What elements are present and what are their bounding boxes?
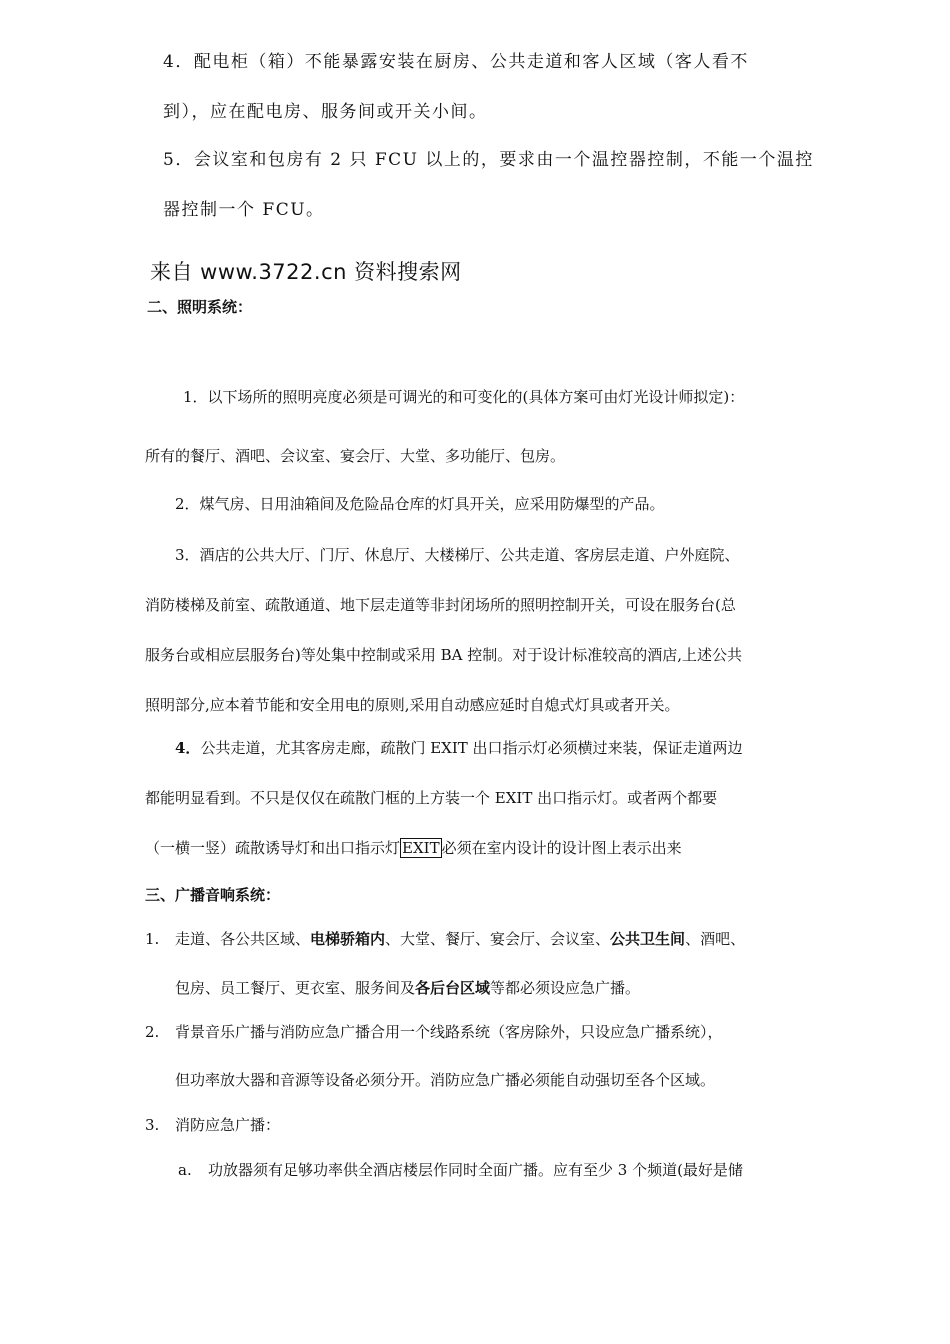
- broadcast-item1-number: 1.: [145, 930, 160, 948]
- lighting-p1-line1: 1．以下场所的照明亮度必须是可调光的和可变化的(具体方案可由灯光设计师拟定)：: [183, 388, 745, 406]
- lighting-p4-line1-text: 公共走道，尤其客房走廊，疏散门 EXIT 出口指示灯必须横过来装，保证走道两边: [200, 739, 743, 757]
- broadcast-item1-c: 、大堂、餐厅、宴会厅、会议室、: [385, 930, 611, 948]
- lighting-p4-line2: 都能明显看到。不只是仅仅在疏散门框的上方装一个 EXIT 出口指示灯。或者两个都要: [145, 789, 718, 807]
- watermark-text: 来自 www.3722.cn 资料搜索网: [150, 260, 462, 284]
- broadcast-item2-text: 背景音乐广播与消防应急广播合用一个线路系统（客房除外，只设应急广播系统），: [175, 1023, 723, 1041]
- lighting-p3-line4: 照明部分,应本着节能和安全用电的原则,采用自动感应延时自熄式灯具或者开关。: [145, 696, 680, 714]
- lighting-p4-line1: [175, 738, 743, 758]
- broadcast-heading: 三、广播音响系统：: [145, 886, 281, 904]
- broadcast-item1-l2-c: 等都必须设应急广播。: [490, 979, 641, 997]
- lighting-p4-line3-a: （一横一竖）疏散诱导灯和出口指示灯: [145, 839, 401, 857]
- broadcast-sub-a-label: a.: [178, 1161, 192, 1179]
- item5-line2: 器控制一个 FCU。: [163, 200, 325, 220]
- lighting-p3-line3: 服务台或相应层服务台)等处集中控制或采用 BA 控制。对于设计标准较高的酒店,上述公共: [145, 646, 743, 664]
- lighting-p3-line1: 3．酒店的公共大厅、门厅、休息厅、大楼梯厅、公共走道、客房层走道、户外庭院、: [175, 546, 740, 564]
- broadcast-item2-number: 2.: [145, 1023, 160, 1041]
- exit-boxed-label: EXIT: [402, 839, 440, 857]
- broadcast-sub-a-text: 功放器须有足够功率供全酒店楼层作同时全面广播。应有至少 3 个频道(最好是储: [208, 1161, 743, 1179]
- broadcast-item2-line1: [145, 1022, 723, 1042]
- item4-line1: 4．配电柜（箱）不能暴露安装在厨房、公共走道和客人区域（客人看不: [163, 52, 749, 72]
- lighting-p1-line2: 所有的餐厅、酒吧、会议室、宴会厅、大堂、多功能厅、包房。: [145, 447, 566, 465]
- broadcast-item1-l2-a: 包房、员工餐厅、更衣室、服务间及: [175, 979, 416, 997]
- lighting-heading: 二、照明系统：: [147, 298, 253, 316]
- item5-line1: 5．会议室和包房有 2 只 FCU 以上的，要求由一个温控器控制，不能一个温控: [163, 150, 814, 170]
- lighting-p4-line3-b: 必须在室内设计的设计图上表示出来: [441, 839, 682, 857]
- broadcast-item1-a: 走道、各公共区域、: [175, 930, 311, 948]
- broadcast-item3: [145, 1115, 280, 1135]
- broadcast-item1-line1: [145, 929, 745, 949]
- broadcast-item1-bold-backstage: 各后台区域: [415, 979, 491, 997]
- lighting-p4-number: 4．: [175, 739, 201, 757]
- broadcast-item1-bold-elevator: 电梯骄箱内: [310, 930, 386, 948]
- broadcast-item3-text: 消防应急广播：: [175, 1116, 281, 1134]
- broadcast-item1-line2: [175, 978, 640, 998]
- lighting-p2: 2．煤气房、日用油箱间及危险品仓库的灯具开关，应采用防爆型的产品。: [175, 495, 665, 513]
- broadcast-item1-e: 、酒吧、: [685, 930, 746, 948]
- lighting-p3-line2: 消防楼梯及前室、疏散通道、地下层走道等非封闭场所的照明控制开关，可设在服务台(总: [145, 596, 736, 614]
- item4-line2: 到），应在配电房、服务间或开关小间。: [163, 102, 488, 122]
- broadcast-sub-a: [178, 1160, 743, 1180]
- broadcast-item1-bold-restroom: 公共卫生间: [610, 930, 686, 948]
- broadcast-item2-line2: 但功率放大器和音源等设备必须分开。消防应急广播必须能自动强切至各个区域。: [175, 1071, 716, 1089]
- broadcast-item3-number: 3.: [145, 1116, 160, 1134]
- lighting-p4-line3: [145, 838, 682, 858]
